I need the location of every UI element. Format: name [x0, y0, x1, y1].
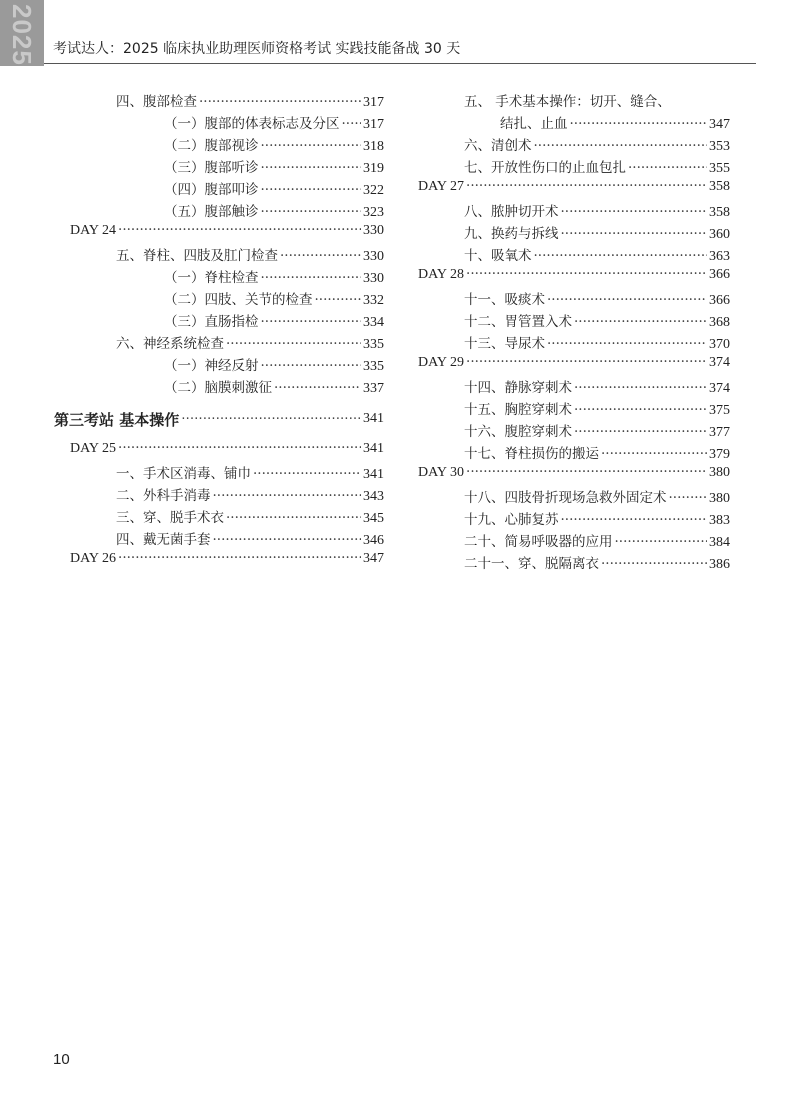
toc-entry-title: （三）直肠指检: [164, 314, 259, 330]
toc-entry-title: 二十一、穿、脱隔离衣: [464, 556, 599, 572]
toc-entry-page: 337: [363, 381, 384, 396]
toc-leader-dots: [466, 354, 707, 370]
toc-entry[interactable]: [418, 156, 730, 178]
toc-day-entry[interactable]: [418, 266, 730, 288]
toc-entry[interactable]: [70, 156, 384, 178]
toc-entry[interactable]: [418, 442, 730, 464]
toc-leader-dots: [574, 402, 707, 418]
toc-entry-title: 十一、吸痰术: [464, 292, 545, 308]
toc-leader-dots: [547, 292, 707, 308]
toc-entry[interactable]: [418, 508, 730, 530]
toc-entry-page: 379: [709, 447, 730, 462]
toc-leader-dots: [181, 411, 361, 427]
toc-entry-title: 七、开放性伤口的止血包扎: [464, 160, 626, 176]
toc-leader-dots: [261, 160, 362, 176]
toc-entry-page: 383: [709, 513, 730, 528]
toc-leader-dots: [213, 532, 362, 548]
toc-entry-page: 317: [363, 117, 384, 132]
toc-entry[interactable]: [418, 134, 730, 156]
toc-entry-title: 五、脊柱、四肢及肛门检查: [116, 248, 278, 264]
toc-leader-dots: [570, 116, 708, 132]
toc-entry-page: 380: [709, 491, 730, 506]
toc-entry-title: （五）腹部触诊: [164, 204, 259, 220]
toc-entry-page: 323: [363, 205, 384, 220]
toc-left-after-list: [70, 440, 384, 572]
toc-entry-page: 345: [363, 511, 384, 526]
toc-leader-dots: [561, 226, 708, 242]
toc-entry-title: （一）腹部的体表标志及分区: [164, 116, 340, 132]
toc-day-entry[interactable]: [418, 354, 730, 376]
toc-day-entry[interactable]: [418, 178, 730, 200]
toc-entry[interactable]: [418, 200, 730, 222]
toc-entry-title: DAY 30: [418, 465, 465, 480]
toc-entry-title-line1: 五、 手术基本操作：切开、缝合、: [464, 94, 671, 110]
toc-entry[interactable]: [70, 134, 384, 156]
toc-entry-page: 375: [709, 403, 730, 418]
toc-leader-dots: [199, 94, 361, 110]
toc-leader-dots: [628, 160, 707, 176]
toc-leader-dots: [261, 270, 362, 286]
toc-entry-page: 322: [363, 183, 384, 198]
toc-leader-dots: [253, 466, 361, 482]
toc-entry-title: 四、戴无菌手套: [116, 532, 211, 548]
toc-entry-title: 十、吸氧术: [464, 248, 532, 264]
toc-leader-dots: [561, 512, 708, 528]
toc-entry[interactable]: [418, 398, 730, 420]
toc-entry[interactable]: [418, 244, 730, 266]
toc-entry-page: 347: [363, 551, 384, 566]
toc-entry-title: 六、神经系统检查: [116, 336, 224, 352]
toc-station-title: 第三考站 基本操作: [54, 410, 180, 429]
toc-leader-dots: [213, 488, 362, 504]
toc-entry-page: 330: [363, 249, 384, 264]
toc-entry-title: 一、手术区消毒、铺巾: [116, 466, 251, 482]
toc-entry-page: 384: [709, 535, 730, 550]
toc-entry-title: （二）脑膜刺激征: [164, 380, 272, 396]
toc-leader-dots: [466, 178, 707, 194]
toc-entry-page: 347: [709, 117, 730, 132]
toc-entry-title: 十六、腹腔穿刺术: [464, 424, 572, 440]
toc-leader-dots: [261, 182, 362, 198]
toc-entry-title: DAY 24: [70, 223, 117, 238]
toc-entry-title: 十三、导尿术: [464, 336, 545, 352]
toc-entry-page: 363: [709, 249, 730, 264]
toc-entry[interactable]: [418, 552, 730, 574]
toc-leader-dots: [118, 440, 361, 456]
page-number: 10: [53, 1051, 70, 1068]
toc-entry[interactable]: [418, 420, 730, 442]
toc-entry-title: DAY 28: [418, 267, 465, 282]
toc-entry-page: 319: [363, 161, 384, 176]
toc-leader-dots: [561, 204, 708, 220]
header-rule: [44, 63, 756, 64]
toc-entry-page: 377: [709, 425, 730, 440]
year-tab: [0, 0, 44, 66]
toc-entry-page: 335: [363, 359, 384, 374]
toc-entry-page: 335: [363, 337, 384, 352]
toc-entry-title: 三、穿、脱手术衣: [116, 510, 224, 526]
toc-entry-title: （四）腹部叩诊: [164, 182, 259, 198]
toc-day-entry[interactable]: [70, 550, 384, 572]
toc-entry-title: 八、脓肿切开术: [464, 204, 559, 220]
toc-left-column: [54, 90, 384, 572]
toc-entry[interactable]: [70, 506, 384, 528]
toc-entry-page: 317: [363, 95, 384, 110]
toc-leader-dots: [280, 248, 361, 264]
toc-entry-page: 360: [709, 227, 730, 242]
toc-leader-dots: [574, 380, 707, 396]
toc-entry[interactable]: [70, 528, 384, 550]
toc-leader-dots: [615, 534, 708, 550]
toc-entry-title: DAY 25: [70, 441, 117, 456]
toc-entry[interactable]: [418, 530, 730, 552]
toc-entry[interactable]: [418, 376, 730, 398]
toc-leader-dots: [342, 116, 362, 132]
toc-entry[interactable]: [418, 486, 730, 508]
toc-entry[interactable]: [70, 178, 384, 200]
toc-entry-page: 370: [709, 337, 730, 352]
toc-entry[interactable]: [70, 112, 384, 134]
toc-entry-title: （二）腹部视诊: [164, 138, 259, 154]
toc-entry-title: 四、腹部检查: [116, 94, 197, 110]
toc-leader-dots: [261, 358, 362, 374]
toc-day-entry[interactable]: [70, 440, 384, 462]
toc-leader-dots: [226, 510, 361, 526]
toc-entry-page: 332: [363, 293, 384, 308]
toc-entry-page: 374: [709, 355, 730, 370]
toc-leader-dots: [261, 138, 362, 154]
toc-leader-dots: [574, 424, 707, 440]
toc-entry-title: 十四、静脉穿刺术: [464, 380, 572, 396]
toc-entry[interactable]: [70, 90, 384, 112]
toc-leader-dots: [547, 336, 707, 352]
toc-leader-dots: [601, 556, 707, 572]
toc-entry-page: 334: [363, 315, 384, 330]
toc-entry-page: 343: [363, 489, 384, 504]
toc-entry-page: 358: [709, 205, 730, 220]
toc-station-entry[interactable]: [54, 402, 384, 436]
toc-entry-wrapped-line2[interactable]: [418, 112, 730, 134]
toc-leader-dots: [226, 336, 361, 352]
toc-day-entry[interactable]: [418, 464, 730, 486]
toc-entry-title: DAY 26: [70, 551, 117, 566]
toc-right-column: [418, 90, 730, 574]
toc-leader-dots: [534, 248, 708, 264]
toc-entry-page: 330: [363, 223, 384, 238]
toc-entry-page: 380: [709, 465, 730, 480]
toc-leader-dots: [315, 292, 362, 308]
toc-entry-page: 346: [363, 533, 384, 548]
toc-entry-page: 366: [709, 293, 730, 308]
toc-entry[interactable]: [70, 354, 384, 376]
toc-entry-title: 十八、四肢骨折现场急救外固定术: [464, 490, 667, 506]
toc-entry-title: 二、外科手消毒: [116, 488, 211, 504]
toc-leader-dots: [261, 204, 362, 220]
toc-entry[interactable]: [70, 244, 384, 266]
toc-entry-title: （二）四肢、关节的检查: [164, 292, 313, 308]
toc-entry[interactable]: [70, 332, 384, 354]
toc-right-list: [418, 134, 730, 574]
toc-entry-title: （一）神经反射: [164, 358, 259, 374]
toc-entry-page: 358: [709, 179, 730, 194]
toc-entry-title: （三）腹部听诊: [164, 160, 259, 176]
toc-entry-title: DAY 27: [418, 179, 465, 194]
toc-entry[interactable]: [70, 376, 384, 398]
toc-entry-page: 341: [363, 441, 384, 456]
toc-entry-title: 六、清创术: [464, 138, 532, 154]
toc-entry[interactable]: [70, 288, 384, 310]
toc-entry-page: 374: [709, 381, 730, 396]
toc-leader-dots: [118, 222, 361, 238]
toc-leader-dots: [466, 464, 707, 480]
toc-leader-dots: [118, 550, 361, 566]
toc-entry-title: 十五、胸腔穿刺术: [464, 402, 572, 418]
year-tab-text: 2025: [7, 4, 37, 66]
toc-entry-page: 330: [363, 271, 384, 286]
toc-entry[interactable]: [418, 222, 730, 244]
toc-leader-dots: [574, 314, 707, 330]
toc-entry[interactable]: [418, 288, 730, 310]
toc-entry[interactable]: [70, 484, 384, 506]
toc-left-list: [70, 90, 384, 398]
toc-leader-dots: [466, 266, 707, 282]
toc-entry-title: 二十、简易呼吸器的应用: [464, 534, 613, 550]
toc-entry-title: （一）脊柱检查: [164, 270, 259, 286]
toc-leader-dots: [534, 138, 708, 154]
toc-entry[interactable]: [70, 200, 384, 222]
toc-leader-dots: [669, 490, 708, 506]
toc-entry[interactable]: [70, 266, 384, 288]
running-header-title: 考试达人：2025 临床执业助理医师资格考试 实践技能备战 30 天: [53, 41, 461, 57]
toc-entry-page: 353: [709, 139, 730, 154]
toc-leader-dots: [274, 380, 361, 396]
toc-entry-title: 十七、脊柱损伤的搬运: [464, 446, 599, 462]
toc-entry-page: 368: [709, 315, 730, 330]
toc-entry-page: 355: [709, 161, 730, 176]
toc-entry-title: 九、换药与拆线: [464, 226, 559, 242]
toc-entry-title: 十九、心肺复苏: [464, 512, 559, 528]
toc-entry[interactable]: [418, 310, 730, 332]
toc-entry[interactable]: [418, 332, 730, 354]
toc-entry-page: 341: [363, 467, 384, 482]
toc-station-page: 341: [363, 411, 384, 426]
toc-entry[interactable]: [70, 310, 384, 332]
toc-entry-page: 386: [709, 557, 730, 572]
toc-day-entry[interactable]: [70, 222, 384, 244]
toc-entry-title: DAY 29: [418, 355, 465, 370]
toc-entry-wrapped[interactable]: [418, 90, 730, 112]
toc-entry[interactable]: [70, 462, 384, 484]
toc-entry-title: 十二、胃管置入术: [464, 314, 572, 330]
toc-entry-page: 366: [709, 267, 730, 282]
toc-entry-title-line2: 结扎、止血: [500, 116, 568, 132]
toc-leader-dots: [601, 446, 707, 462]
toc-leader-dots: [261, 314, 362, 330]
toc-entry-page: 318: [363, 139, 384, 154]
